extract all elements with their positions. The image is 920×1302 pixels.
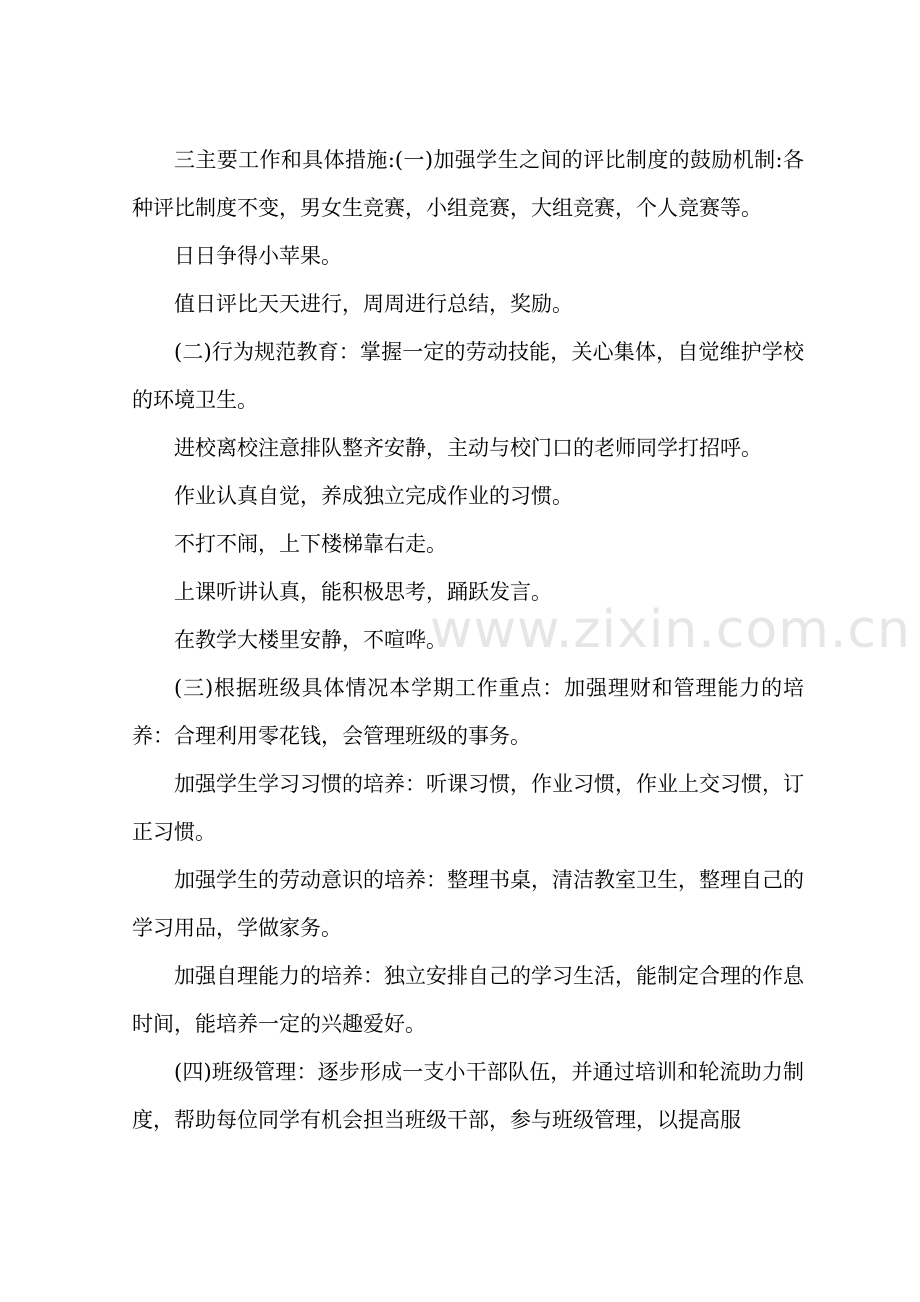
- watermark: www.zixin.com.cn: [430, 600, 911, 660]
- paragraph: (二)行为规范教育：掌握一定的劳动技能，关心集体，自觉维护学校的环境卫生。: [132, 340, 804, 412]
- document-body: [132, 136, 804, 1144]
- paragraph: 值日评比天天进行，周周进行总结，奖励。: [174, 292, 573, 316]
- paragraph: 加强学生学习习惯的培养：听课习惯，作业习惯，作业上交习惯，订正习惯。: [132, 772, 804, 844]
- paragraph: (三)根据班级具体情况本学期工作重点：加强理财和管理能力的培养：合理利用零花钱，会管理班级的事务。: [132, 676, 804, 748]
- paragraph: 在教学大楼里安静，不喧哗。: [174, 628, 447, 652]
- paragraph: 三主要工作和具体措施:(一)加强学生之间的评比制度的鼓励机制:各种评比制度不变，男女生竞赛，小组竞赛，大组竞赛，个人竞赛等。: [132, 148, 804, 220]
- paragraph: 作业认真自觉，养成独立完成作业的习惯。: [174, 484, 573, 508]
- paragraph: 日日争得小苹果。: [174, 244, 342, 268]
- paragraph: 上课听讲认真，能积极思考，踊跃发言。: [174, 580, 552, 604]
- paragraph: 不打不闹，上下楼梯靠右走。: [174, 532, 447, 556]
- paragraph: 进校离校注意排队整齐安静，主动与校门口的老师同学打招呼。: [174, 436, 762, 460]
- paragraph: (四)班级管理：逐步形成一支小干部队伍，并通过培训和轮流助力制度，帮助每位同学有机会担当班级干部，参与班级管理，以提高服: [132, 1060, 804, 1132]
- paragraph: 加强学生的劳动意识的培养：整理书桌，清洁教室卫生，整理自己的学习用品，学做家务。: [132, 868, 804, 940]
- paragraph: 加强自理能力的培养：独立安排自己的学习生活，能制定合理的作息时间，能培养一定的兴趣爱好。: [132, 964, 804, 1036]
